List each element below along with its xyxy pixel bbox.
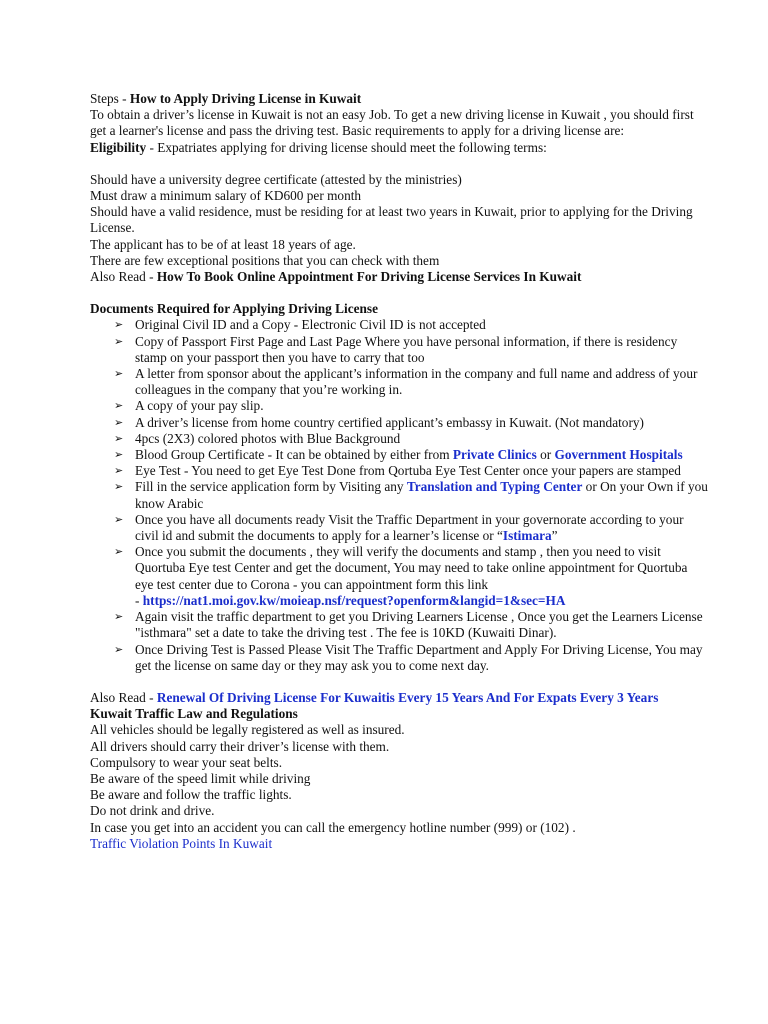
arrow-bullet-icon: ➢ — [114, 400, 124, 413]
list-item: ➢ 4pcs (2X3) colored photos with Blue Background — [114, 430, 401, 446]
rule-line: Compulsory to wear your seat belts. — [90, 754, 283, 770]
arrow-bullet-icon: ➢ — [114, 319, 124, 332]
list-item: ➢ Once Driving Test is Passed Please Visit The Traffic Department and Apply For Driving License, You may get the license on same day or they may ask you to come next day. — [114, 641, 703, 673]
rule-line: All vehicles should be legally registered as well as insured. — [90, 722, 405, 738]
intro-paragraph: To obtain a driver’s license in Kuwait is not an easy Job. To get a new driving license in Kuwait , you should first get a learner's license and pass the driving test. Basic requirements to apply for a driving license are: — [90, 107, 694, 139]
also-read-line: Also Read - Renewal Of Driving License For Kuwaitis Every 15 Years And For Expats Every 3 Years — [90, 689, 659, 705]
page-title: Steps - How to Apply Driving License in Kuwait — [90, 91, 362, 106]
list-item: ➢ A copy of your pay slip. — [114, 398, 264, 414]
renewal-license-link[interactable]: Renewal Of Driving License For Kuwaitis Every 15 Years And For Expats Every 3 Years — [156, 689, 659, 705]
documents-list — [90, 317, 708, 673]
arrow-bullet-icon: ➢ — [114, 481, 124, 494]
list-item: ➢ Fill in the service application form by Visiting any Translation and Typing Center or On your Own if you know Arabic — [114, 479, 708, 511]
government-hospitals-link[interactable]: Government Hospitals — [554, 447, 683, 463]
arrow-bullet-icon: ➢ — [114, 416, 124, 429]
spacer — [90, 156, 708, 172]
list-item: ➢ Copy of Passport First Page and Last Page Where you have personal information, if there is residency stamp on your passport then you have to carry that too — [114, 333, 678, 365]
rule-line: Be aware of the speed limit while driving — [90, 770, 311, 786]
istimara-link[interactable]: Istimara — [502, 528, 552, 544]
spacer — [90, 674, 708, 690]
list-item: ➢ Once you submit the documents , they will verify the documents and stamp , then you need to visit Quortuba Eye test Center and get the document, You may need to take online appointment for Quortuba eye test center due to Corona - you can appointment form this link - https://nat1.moi.gov.kw/moieap.nsf/request?openform&langid=1&sec=HA — [114, 544, 688, 608]
term-line: Should have a university degree certificate (attested by the ministries) — [90, 171, 462, 187]
list-item: ➢ Blood Group Certificate - It can be obtained by either from Private Clinics or Government Hospitals — [114, 447, 683, 463]
list-item: ➢ Once you have all documents ready Visit the Traffic Department in your governorate according to your civil id and submit the documents to apply for a learner’s license or “Istimara” — [114, 511, 684, 544]
list-item: ➢ Again visit the traffic department to get you Driving Learners License , Once you get the Learners License "isthmara" set a date to take the driving test . The fee is 10KD (Kuwaiti Dinar). — [114, 609, 703, 641]
arrow-bullet-icon: ➢ — [114, 465, 124, 478]
rule-line: Be aware and follow the traffic lights. — [90, 787, 292, 803]
moi-appointment-link[interactable]: https://nat1.moi.gov.kw/moieap.nsf/request?openform&langid=1&sec=HA — [142, 592, 566, 608]
traffic-heading: Kuwait Traffic Law and Regulations — [90, 706, 298, 722]
list-item: ➢ Original Civil ID and a Copy - Electronic Civil ID is not accepted — [114, 317, 486, 333]
list-item: ➢ Eye Test - You need to get Eye Test Done from Qortuba Eye Test Center once your papers are stamped — [114, 463, 681, 479]
rule-line: In case you get into an accident you can call the emergency hotline number (999) or (102) . — [90, 819, 576, 835]
arrow-bullet-icon: ➢ — [114, 449, 124, 462]
private-clinics-link[interactable]: Private Clinics — [452, 447, 537, 463]
eligibility-paragraph: Eligibility - Expatriates applying for driving license should meet the following terms: — [90, 139, 547, 155]
arrow-bullet-icon: ➢ — [114, 643, 124, 656]
rule-line: All drivers should carry their driver’s license with them. — [90, 738, 390, 754]
term-line: Should have a valid residence, must be residing for at least two years in Kuwait, prior to applying for the Driving License. — [90, 204, 693, 236]
term-line: Must draw a minimum salary of KD600 per month — [90, 188, 362, 204]
arrow-bullet-icon: ➢ — [114, 368, 124, 381]
traffic-violation-link[interactable]: Traffic Violation Points In Kuwait — [90, 835, 273, 851]
list-item: ➢ A letter from sponsor about the applicant’s information in the company and full name and address of your colleagues in the company that you’re working in. — [114, 366, 698, 398]
arrow-bullet-icon: ➢ — [114, 432, 124, 445]
documents-heading: Documents Required for Applying Driving License — [90, 301, 378, 317]
term-line: The applicant has to be of at least 18 years of age. — [90, 236, 356, 252]
arrow-bullet-icon: ➢ — [114, 611, 124, 624]
spacer — [90, 285, 708, 301]
arrow-bullet-icon: ➢ — [114, 513, 124, 526]
rule-line: Do not drink and drive. — [90, 803, 215, 819]
arrow-bullet-icon: ➢ — [114, 335, 124, 348]
arrow-bullet-icon: ➢ — [114, 546, 124, 559]
also-read-link[interactable]: How To Book Online Appointment For Driving License Services In Kuwait — [156, 269, 582, 285]
list-item: ➢ A driver’s license from home country certified applicant’s embassy in Kuwait. (Not mandatory) — [114, 414, 644, 430]
also-read-line: Also Read - How To Book Online Appointment For Driving License Services In Kuwait — [90, 269, 582, 285]
translation-typing-center-link[interactable]: Translation and Typing Center — [406, 479, 583, 495]
term-line: There are few exceptional positions that you can check with them — [90, 252, 440, 268]
